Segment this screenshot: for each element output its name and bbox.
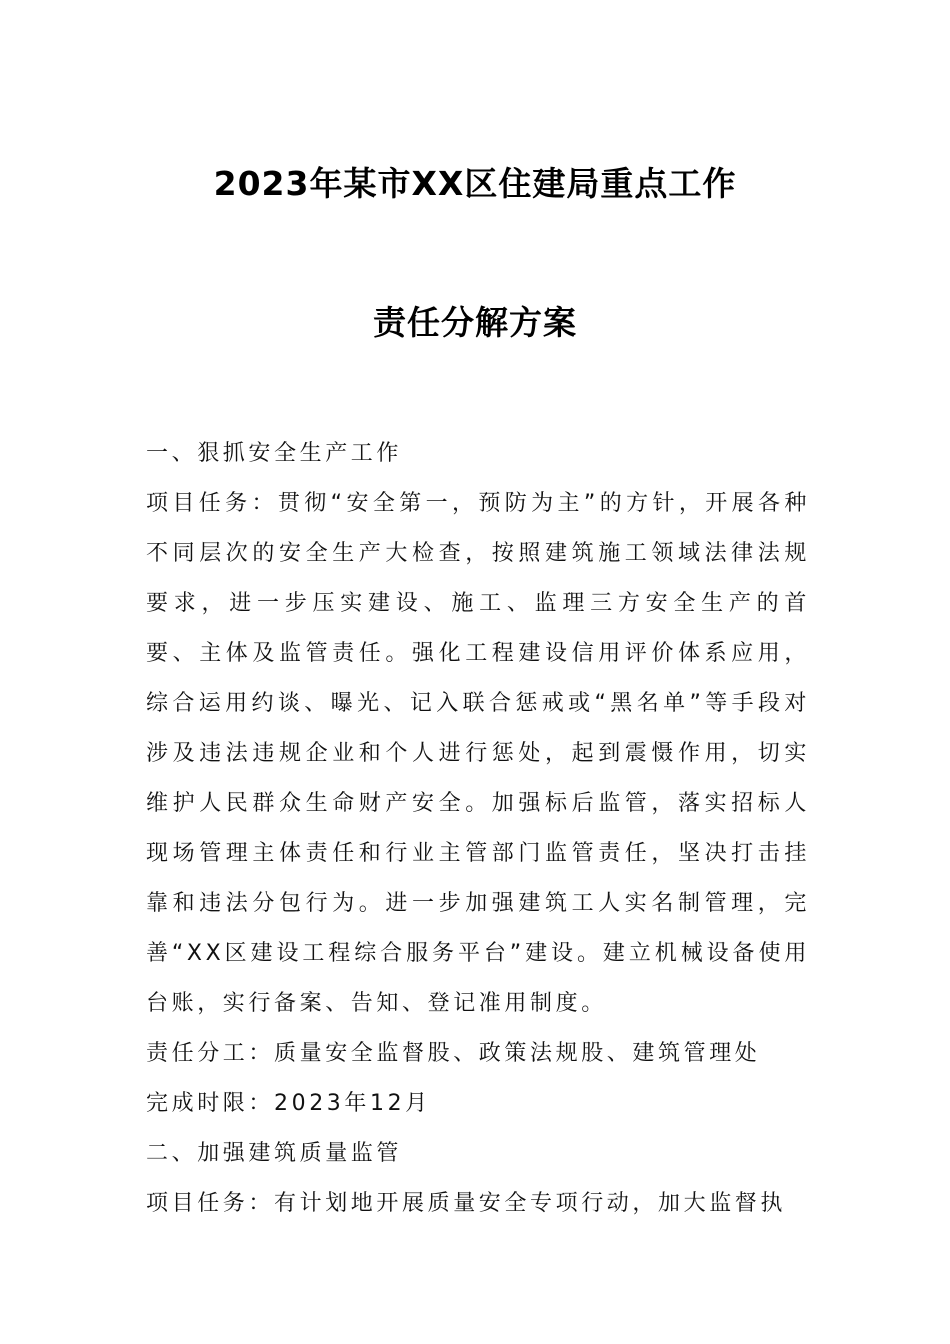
responsibility-line: 责任分工：质量安全监督股、政策法规股、建筑管理处	[146, 1041, 761, 1066]
document-title-line-1: 2023年某市XX区住建局重点工作	[213, 164, 737, 203]
document-title-line-2: 责任分解方案	[373, 303, 577, 342]
project-task-paragraph: 项目任务：有计划地开展质量安全专项行动，加大监督执	[146, 1191, 787, 1216]
deadline-line: 完成时限：2023年12月	[146, 1091, 431, 1116]
document-body	[146, 429, 810, 1229]
section-heading: 一、狠抓安全生产工作	[146, 441, 403, 466]
project-task-paragraph: 项目任务：贯彻“安全第一，预防为主”的方针，开展各种不同层次的安全生产大检查，按照建筑施工领域法律法规要求，进一步压实建设、施工、监理三方安全生产的首要、主体及监管责任。强化工程建设信用评价体系应用，综合运用约谈、曝光、记入联合惩戒或“黑名单”等手段对涉及违法违规企业和个人进行惩处，起到震慑作用，切实维护人民群众生命财产安全。加强标后监管，落实招标人现场管理主体责任和行业主管部门监管责任，坚决打击挂靠和违法分包行为。进一步加强建筑工人实名制管理，完善“XX区建设工程综合服务平台”建设。建立机械设备使用台账，实行备案、告知、登记准用制度。	[146, 491, 810, 1016]
section-heading: 二、加强建筑质量监管	[146, 1141, 403, 1166]
